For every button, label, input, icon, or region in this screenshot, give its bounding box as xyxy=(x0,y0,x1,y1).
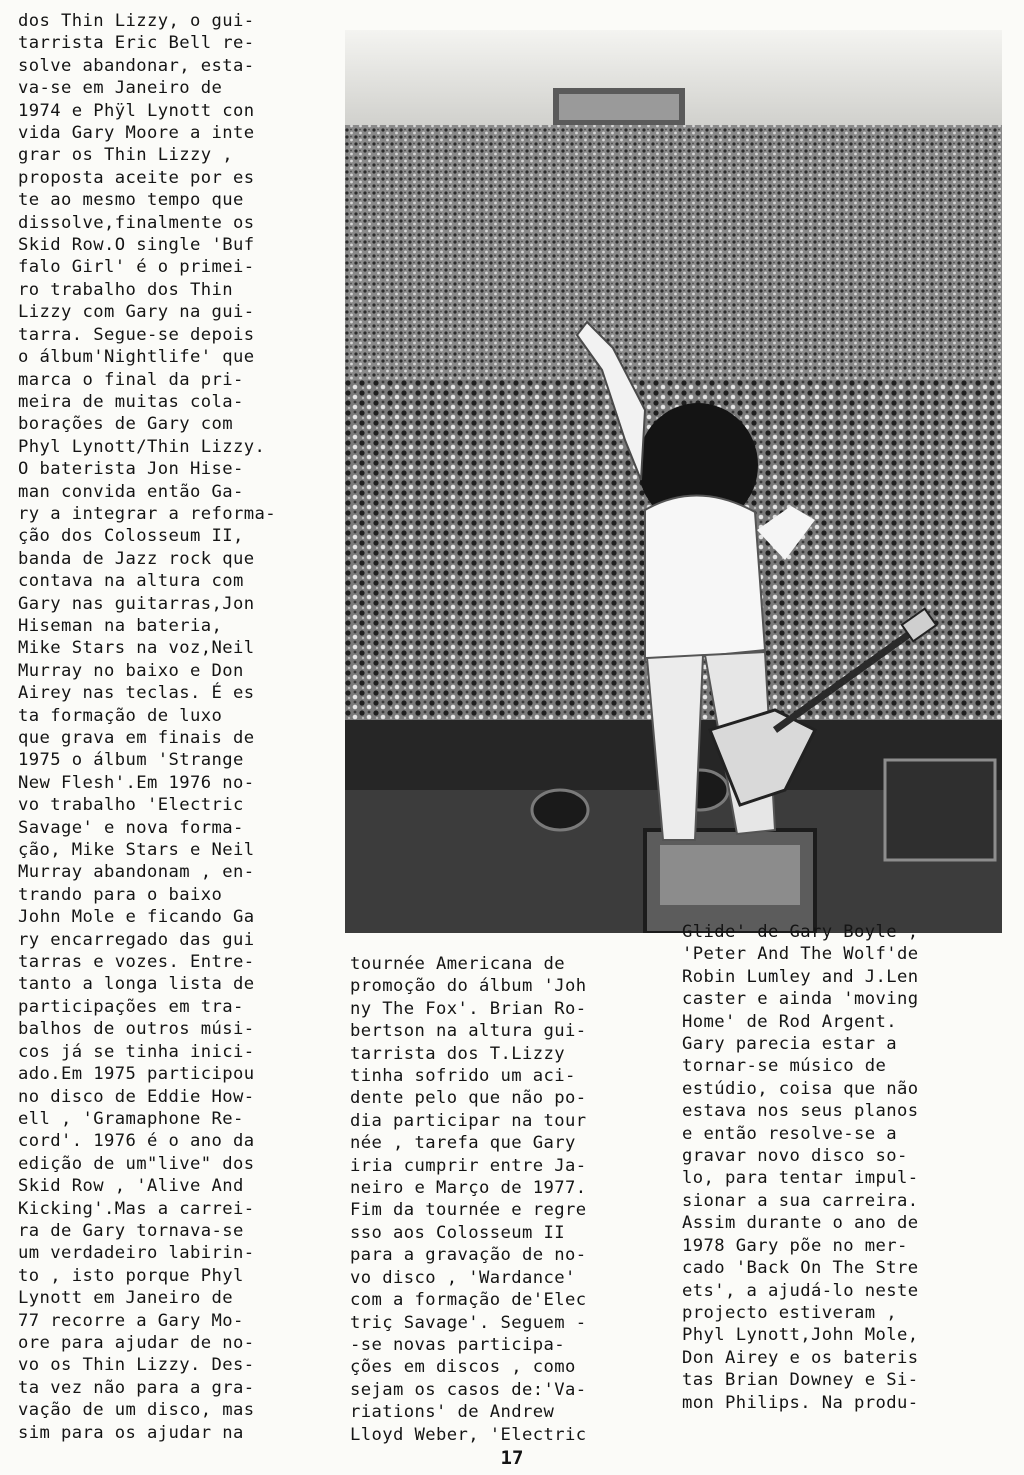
text-line: borações de Gary com xyxy=(18,414,233,435)
text-line: ny The Fox'. Brian Ro- xyxy=(350,998,587,1019)
text-line: Murray no baixo e Don xyxy=(18,660,244,681)
text-line: sso aos Colosseum II xyxy=(350,1222,565,1243)
text-line: trando para o baixo xyxy=(18,884,223,905)
text-line: John Mole e ficando Ga xyxy=(18,907,255,928)
text-line: ções em discos , como xyxy=(350,1357,576,1378)
text-line: Lizzy com Gary na gui- xyxy=(18,302,255,323)
text-line: ção, Mike Stars e Neil xyxy=(18,840,255,861)
text-line: sionar a sua carreira. xyxy=(682,1190,919,1211)
text-line: Gary nas guitarras,Jon xyxy=(18,593,255,614)
text-line: para a gravação de no- xyxy=(350,1245,587,1266)
text-line: tarras e vozes. Entre- xyxy=(18,952,255,973)
text-line: um verdadeiro labirin- xyxy=(18,1243,255,1264)
text-line: Murray abandonam , en- xyxy=(18,862,255,883)
text-line: no disco de Eddie How- xyxy=(18,1086,255,1107)
text-line: Kicking'.Mas a carrei- xyxy=(18,1198,255,1219)
text-line: ra de Gary tornava-se xyxy=(18,1220,244,1241)
text-line: 77 recorre a Gary Mo- xyxy=(18,1310,244,1331)
text-line: com a formação de'Elec xyxy=(350,1290,587,1311)
text-line: Savage' e nova forma- xyxy=(18,817,244,838)
text-line: Skid Row , 'Alive And xyxy=(18,1176,244,1197)
text-line: tarrista Eric Bell re- xyxy=(18,33,255,54)
text-line: man convida então Ga- xyxy=(18,481,244,502)
text-line: Assim durante o ano de xyxy=(682,1213,919,1234)
text-line: falo Girl' é o primei- xyxy=(18,257,255,278)
text-line: te ao mesmo tempo que xyxy=(18,190,244,211)
text-line: e então resolve-se a xyxy=(682,1123,897,1144)
text-line: New Flesh'.Em 1976 no- xyxy=(18,772,255,793)
text-line: estúdio, coisa que não xyxy=(682,1078,919,1099)
text-line: balhos de outros músi- xyxy=(18,1019,255,1040)
text-line: Don Airey e os bateris xyxy=(682,1347,919,1368)
text-line: tanto a longa lista de xyxy=(18,974,255,995)
text-line: tarrista dos T.Lizzy xyxy=(350,1043,565,1064)
text-line: meira de muitas cola- xyxy=(18,391,244,412)
text-line: 1974 e Phÿl Lynott con xyxy=(18,100,255,121)
text-line: dos Thin Lizzy, o gui- xyxy=(18,11,255,31)
text-line: participações em tra- xyxy=(18,996,244,1017)
text-line: -se novas participa- xyxy=(350,1334,565,1355)
text-line: ção dos Colosseum II, xyxy=(18,526,244,547)
text-line: ets', a ajudá-lo neste xyxy=(682,1280,919,1301)
text-line: Phyl Lynott/Thin Lizzy. xyxy=(18,436,266,457)
text-line: tinha sofrido um aci- xyxy=(350,1066,576,1087)
text-line: caster e ainda 'moving xyxy=(682,989,919,1010)
text-line: Gary parecia estar a xyxy=(682,1034,897,1055)
text-line: 1975 o álbum 'Strange xyxy=(18,750,244,771)
text-line: Skid Row.O single 'Buf xyxy=(18,235,255,256)
text-line: lo, para tentar impul- xyxy=(682,1168,919,1189)
text-column-middle xyxy=(350,953,670,1446)
text-line: dente pelo que não po- xyxy=(350,1088,587,1109)
text-line: sim para os ajudar na xyxy=(18,1422,244,1443)
text-line: Mike Stars na voz,Neil xyxy=(18,638,255,659)
text-line: vo trabalho 'Electric xyxy=(18,795,244,816)
text-line: triç Savage'. Seguem - xyxy=(350,1312,587,1333)
text-column-left xyxy=(18,10,338,1444)
text-line: Phyl Lynott,John Mole, xyxy=(682,1325,919,1346)
text-line: Airey nas teclas. É es xyxy=(18,683,255,704)
text-line: vo disco , 'Wardance' xyxy=(350,1267,576,1288)
text-line: tornar-se músico de xyxy=(682,1056,887,1077)
concert-photo xyxy=(345,30,1002,933)
text-line: Fim da tournée e regre xyxy=(350,1200,587,1221)
text-line: banda de Jazz rock que xyxy=(18,548,255,569)
text-line: cord'. 1976 é o ano da xyxy=(18,1131,255,1152)
text-line: dia participar na tour xyxy=(350,1110,587,1131)
text-column-right xyxy=(682,921,1012,1414)
text-line: Robin Lumley and J.Len xyxy=(682,966,919,987)
text-line: mon Philips. Na produ- xyxy=(682,1392,919,1413)
text-line: Glide' de Gary Boyle , xyxy=(682,922,919,942)
text-line: ado.Em 1975 participou xyxy=(18,1064,255,1085)
text-line: tarra. Segue-se depois xyxy=(18,324,255,345)
text-line: sejam os casos de:'Va- xyxy=(350,1379,587,1400)
text-line: solve abandonar, esta- xyxy=(18,55,255,76)
text-line: proposta aceite por es xyxy=(18,167,255,188)
text-line: projecto estiveram , xyxy=(682,1302,897,1323)
text-line: o álbum'Nightlife' que xyxy=(18,347,255,368)
text-line: 'Peter And The Wolf'de xyxy=(682,944,919,965)
text-line: que grava em finais de xyxy=(18,728,255,748)
text-line: va-se em Janeiro de xyxy=(18,78,223,99)
text-line: bertson na altura gui- xyxy=(350,1021,587,1042)
text-line: contava na altura com xyxy=(18,571,244,592)
text-line: ore para ajudar de no- xyxy=(18,1332,255,1353)
text-line: O baterista Jon Hise- xyxy=(18,459,244,480)
text-line: ta formação de luxo xyxy=(18,705,223,726)
text-line: edição de um"live" dos xyxy=(18,1153,255,1174)
text-line: née , tarefa que Gary xyxy=(350,1133,576,1154)
text-line: Lynott em Janeiro de xyxy=(18,1288,233,1309)
text-line: dissolve,finalmente os xyxy=(18,212,255,233)
text-line: ta vez não para a gra- xyxy=(18,1377,255,1398)
text-line: Home' de Rod Argent. xyxy=(682,1011,897,1032)
text-line: Lloyd Weber, 'Electric xyxy=(350,1424,587,1445)
text-line: ry encarregado das gui xyxy=(18,929,255,950)
text-line: promoção do álbum 'Joh xyxy=(350,976,587,997)
text-line: 1978 Gary põe no mer- xyxy=(682,1235,908,1256)
text-line: cos já se tinha inici- xyxy=(18,1041,255,1062)
text-line: estava nos seus planos xyxy=(682,1101,919,1122)
text-line: neiro e Março de 1977. xyxy=(350,1178,587,1199)
text-line: tas Brian Downey e Si- xyxy=(682,1370,919,1391)
text-line: gravar novo disco so- xyxy=(682,1146,908,1167)
text-line: ell , 'Gramaphone Re- xyxy=(18,1108,244,1129)
text-line: grar os Thin Lizzy , xyxy=(18,145,233,166)
page-number: 17 xyxy=(500,1447,524,1469)
text-line: ry a integrar a reforma- xyxy=(18,503,276,524)
text-line: marca o final da pri- xyxy=(18,369,244,390)
text-line: vida Gary Moore a inte xyxy=(18,123,255,144)
text-line: vação de um disco, mas xyxy=(18,1400,255,1421)
text-line: riations' de Andrew xyxy=(350,1402,555,1423)
text-line: Hiseman na bateria, xyxy=(18,615,223,636)
text-line: vo os Thin Lizzy. Des- xyxy=(18,1355,255,1376)
text-line: tournée Americana de xyxy=(350,954,565,974)
text-line: iria cumprir entre Ja- xyxy=(350,1155,587,1176)
text-line: to , isto porque Phyl xyxy=(18,1265,244,1286)
text-line: cado 'Back On The Stre xyxy=(682,1258,919,1279)
concert-photo-illustration xyxy=(345,30,1002,933)
text-line: ro trabalho dos Thin xyxy=(18,279,233,300)
